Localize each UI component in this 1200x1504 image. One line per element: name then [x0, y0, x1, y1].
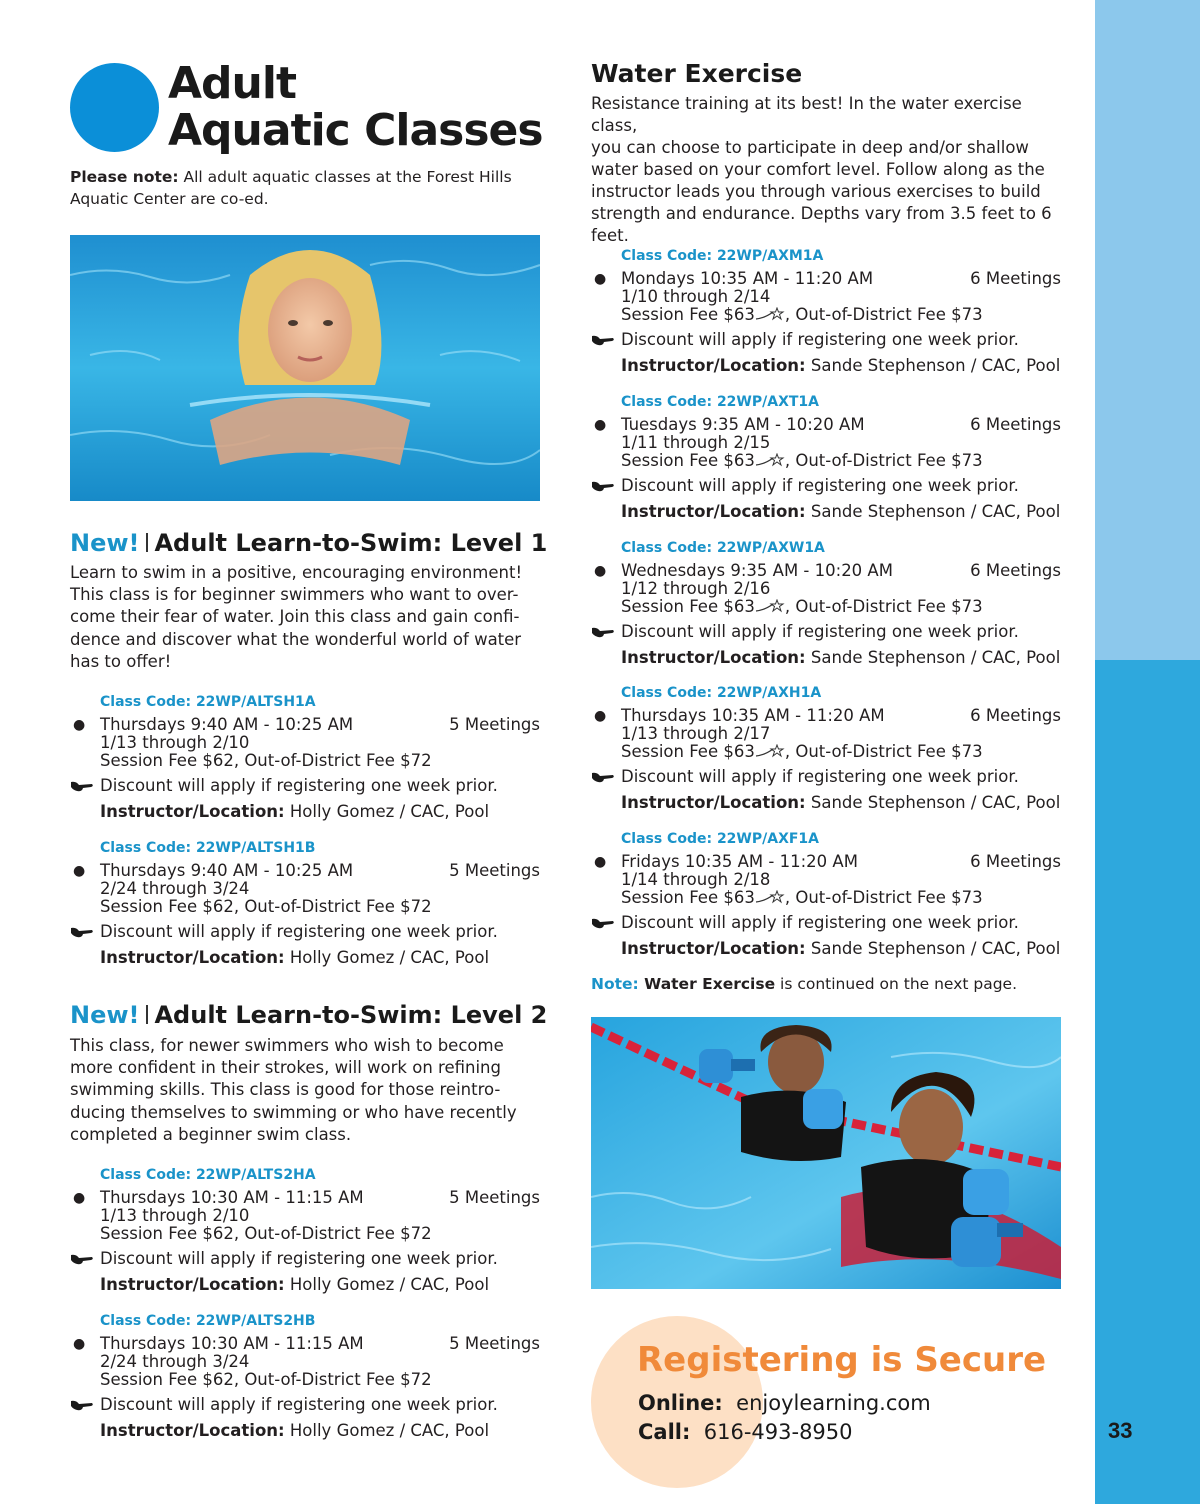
- star-swoosh-icon: [755, 599, 785, 613]
- fee-text: , Out-of-District Fee $73: [784, 597, 983, 616]
- instructor-label: Instructor/Location:: [621, 939, 806, 958]
- class-listing: [70, 1165, 540, 1295]
- class-time: Wednesdays 9:35 AM - 10:20 AM: [621, 561, 893, 580]
- class-listing: [591, 683, 1061, 813]
- desc-line: feet.: [591, 226, 629, 245]
- desc-line: swimming skills. This class is good for those reintro-: [70, 1080, 501, 1100]
- note-text: is continued on the next page.: [775, 975, 1018, 993]
- class-schedule: [70, 862, 540, 880]
- class-meetings: 6 Meetings: [970, 415, 1061, 434]
- class-code: Class Code: 22WP/ALTSH1B: [100, 840, 316, 856]
- call-label: Call:: [638, 1420, 691, 1444]
- class-meetings: 6 Meetings: [970, 706, 1061, 725]
- class-schedule: [70, 716, 540, 734]
- instructor-value: Holly Gomez / CAC, Pool: [284, 948, 490, 967]
- discount-text: Discount will apply if registering one week prior.: [100, 1249, 498, 1268]
- class-fee: Session Fee $62, Out-of-District Fee $72: [100, 1370, 432, 1389]
- fee-text: Session Fee $63: [621, 742, 755, 761]
- please-note-label: Please note:: [70, 168, 179, 186]
- bullet: ●: [594, 708, 607, 724]
- class-time: Thursdays 9:40 AM - 10:25 AM: [100, 715, 354, 734]
- fee-text: Session Fee $63: [621, 451, 755, 470]
- desc-line: come their fear of water. Join this class and gain confi-: [70, 607, 520, 627]
- discount-text: Discount will apply if registering one week prior.: [100, 776, 498, 795]
- level2-description: [70, 1035, 545, 1146]
- instructor-line: [591, 502, 1061, 522]
- pointing-hand-icon: [70, 779, 94, 793]
- register-call: [638, 1420, 853, 1444]
- class-meetings: 6 Meetings: [970, 561, 1061, 580]
- please-note-text: All adult aquatic classes at the Forest Hills Aquatic Center are co-ed.: [70, 168, 512, 208]
- title-circle: [70, 63, 159, 152]
- instructor-line: [70, 1275, 540, 1295]
- class-dates: 1/14 through 2/18: [621, 870, 771, 889]
- class-code: Class Code: 22WP/AXH1A: [621, 685, 822, 701]
- class-meetings: 5 Meetings: [449, 1334, 540, 1353]
- class-dates: 1/13 through 2/10: [100, 733, 250, 752]
- discount-line: [591, 913, 1061, 933]
- bullet: ●: [594, 417, 607, 433]
- discount-text: Discount will apply if registering one week prior.: [100, 922, 498, 941]
- fee-text: , Out-of-District Fee $73: [784, 888, 983, 907]
- page-sidebar: [1095, 0, 1200, 1504]
- title-divider: [146, 1005, 148, 1024]
- discount-line: [70, 776, 540, 796]
- desc-line: completed a beginner swim class.: [70, 1124, 352, 1144]
- class-dates: 1/13 through 2/10: [100, 1206, 250, 1225]
- water-exercise-heading: Water Exercise: [591, 59, 803, 88]
- class-schedule: [70, 1335, 540, 1353]
- class-meetings: 5 Meetings: [449, 715, 540, 734]
- pointing-hand-icon: [591, 916, 615, 930]
- instructor-label: Instructor/Location:: [621, 502, 806, 521]
- desc-line: more confident in their strokes, will work on refining: [70, 1058, 501, 1078]
- new-label: New!: [70, 529, 140, 557]
- phone-number[interactable]: 616-493-8950: [703, 1420, 853, 1444]
- instructor-label: Instructor/Location:: [100, 802, 285, 821]
- class-listing: [70, 838, 540, 968]
- pointing-hand-icon: [591, 479, 615, 493]
- page-title-line2: Aquatic Classes: [168, 105, 543, 156]
- bullet: ●: [594, 271, 607, 287]
- water-exercise-description: [591, 93, 1071, 247]
- instructor-label: Instructor/Location:: [621, 793, 806, 812]
- class-code: Class Code: 22WP/AXT1A: [621, 394, 819, 410]
- desc-line: This class, for newer swimmers who wish to become: [70, 1036, 504, 1055]
- instructor-line: [70, 948, 540, 968]
- level1-description: [70, 562, 545, 673]
- class-time: Thursdays 9:40 AM - 10:25 AM: [100, 861, 354, 880]
- instructor-value: Sande Stephenson / CAC, Pool: [805, 648, 1061, 667]
- class-schedule: [591, 707, 1061, 725]
- class-code: Class Code: 22WP/AXF1A: [621, 831, 820, 847]
- class-dates: 2/24 through 3/24: [100, 879, 250, 898]
- level2-title: Adult Learn-to-Swim: Level 2: [154, 1001, 548, 1029]
- desc-line: has to offer!: [70, 651, 172, 671]
- instructor-label: Instructor/Location:: [100, 948, 285, 967]
- page-number: 33: [1108, 1418, 1133, 1443]
- star-swoosh-icon: [755, 307, 785, 321]
- desc-line: instructor leads you through various exercises to build: [591, 182, 1041, 201]
- register-title: Registering is Secure: [637, 1340, 1047, 1380]
- class-fee: [591, 889, 1061, 907]
- class-listing: [591, 392, 1061, 522]
- class-time: Thursdays 10:30 AM - 11:15 AM: [100, 1334, 364, 1353]
- desc-line: Resistance training at its best! In the water exercise class,: [591, 94, 1022, 135]
- discount-line: [70, 922, 540, 942]
- class-schedule: [591, 270, 1061, 288]
- instructor-value: Sande Stephenson / CAC, Pool: [805, 939, 1061, 958]
- class-fee: [591, 306, 1061, 324]
- fee-text: Session Fee $63: [621, 305, 755, 324]
- pointing-hand-icon: [591, 625, 615, 639]
- class-time: Tuesdays 9:35 AM - 10:20 AM: [621, 415, 865, 434]
- swimmer-photo: [70, 235, 540, 501]
- class-fee: Session Fee $62, Out-of-District Fee $72: [100, 751, 432, 770]
- star-swoosh-icon: [755, 744, 785, 758]
- pointing-hand-icon: [591, 770, 615, 784]
- instructor-value: Holly Gomez / CAC, Pool: [284, 1421, 490, 1440]
- desc-line: dence and discover what the wonderful world of water: [70, 629, 522, 649]
- class-schedule: [591, 562, 1061, 580]
- continued-note: [591, 975, 1017, 993]
- desc-line: ducing themselves to swimming or who have recently: [70, 1102, 517, 1122]
- instructor-value: Holly Gomez / CAC, Pool: [284, 1275, 490, 1294]
- note-label: Note:: [591, 975, 639, 993]
- star-swoosh-icon: [755, 453, 785, 467]
- pointing-hand-icon: [591, 333, 615, 347]
- class-listing: [70, 1311, 540, 1441]
- class-code: Class Code: 22WP/AXM1A: [621, 248, 824, 264]
- class-dates: 1/13 through 2/17: [621, 724, 771, 743]
- class-code: Class Code: 22WP/ALTS2HA: [100, 1167, 316, 1183]
- fee-text: , Out-of-District Fee $73: [784, 451, 983, 470]
- class-listing: [591, 246, 1061, 376]
- class-code: Class Code: 22WP/AXW1A: [621, 540, 825, 556]
- discount-line: [591, 767, 1061, 787]
- class-time: Fridays 10:35 AM - 11:20 AM: [621, 852, 858, 871]
- discount-text: Discount will apply if registering one week prior.: [100, 1395, 498, 1414]
- instructor-label: Instructor/Location:: [100, 1275, 285, 1294]
- class-schedule: [70, 1189, 540, 1207]
- star-swoosh-icon: [755, 890, 785, 904]
- instructor-value: Holly Gomez / CAC, Pool: [284, 802, 490, 821]
- new-label: New!: [70, 1001, 140, 1029]
- class-listing: [591, 829, 1061, 959]
- discount-text: Discount will apply if registering one week prior.: [621, 330, 1019, 349]
- class-code: Class Code: 22WP/ALTS2HB: [100, 1313, 316, 1329]
- class-fee: Session Fee $62, Out-of-District Fee $72: [100, 897, 432, 916]
- discount-line: [70, 1395, 540, 1415]
- class-meetings: 5 Meetings: [449, 1188, 540, 1207]
- instructor-line: [591, 356, 1061, 376]
- discount-line: [591, 476, 1061, 496]
- instructor-value: Sande Stephenson / CAC, Pool: [805, 793, 1061, 812]
- sidebar-wave: [1095, 590, 1200, 710]
- class-fee: [591, 598, 1061, 616]
- level1-heading: [70, 529, 547, 557]
- fee-text: Session Fee $63: [621, 888, 755, 907]
- pointing-hand-icon: [70, 1252, 94, 1266]
- register-online: [638, 1391, 931, 1415]
- bullet: ●: [73, 863, 86, 879]
- pointing-hand-icon: [70, 1398, 94, 1412]
- discount-line: [591, 622, 1061, 642]
- discount-line: [70, 1249, 540, 1269]
- level1-title: Adult Learn-to-Swim: Level 1: [154, 529, 548, 557]
- bullet: ●: [594, 563, 607, 579]
- class-fee: [591, 743, 1061, 761]
- discount-text: Discount will apply if registering one week prior.: [621, 767, 1019, 786]
- website-link[interactable]: enjoylearning.com: [736, 1391, 931, 1415]
- instructor-label: Instructor/Location:: [621, 648, 806, 667]
- class-meetings: 5 Meetings: [449, 861, 540, 880]
- desc-line: strength and endurance. Depths vary from 3.5 feet to 6: [591, 204, 1052, 223]
- desc-line: Learn to swim in a positive, encouraging environment!: [70, 563, 523, 582]
- class-dates: 1/12 through 2/16: [621, 579, 771, 598]
- bullet: ●: [594, 854, 607, 870]
- fee-text: , Out-of-District Fee $73: [784, 742, 983, 761]
- class-dates: 1/11 through 2/15: [621, 433, 771, 452]
- instructor-line: [70, 1421, 540, 1441]
- instructor-label: Instructor/Location:: [621, 356, 806, 375]
- water-exercise-photo: [591, 1017, 1061, 1289]
- note-bold: Water Exercise: [638, 975, 776, 993]
- instructor-line: [591, 793, 1061, 813]
- fee-text: Session Fee $63: [621, 597, 755, 616]
- page-title-line1: Adult: [168, 58, 296, 109]
- class-listing: [591, 538, 1061, 668]
- class-listing: [70, 692, 540, 822]
- page-title: [168, 60, 543, 154]
- instructor-line: [591, 939, 1061, 959]
- instructor-label: Instructor/Location:: [100, 1421, 285, 1440]
- class-meetings: 6 Meetings: [970, 269, 1061, 288]
- class-meetings: 6 Meetings: [970, 852, 1061, 871]
- instructor-value: Sande Stephenson / CAC, Pool: [805, 502, 1061, 521]
- class-dates: 1/10 through 2/14: [621, 287, 771, 306]
- instructor-line: [70, 802, 540, 822]
- fee-text: , Out-of-District Fee $73: [784, 305, 983, 324]
- level2-heading: [70, 1001, 547, 1029]
- bullet: ●: [73, 1336, 86, 1352]
- please-note: [70, 166, 540, 210]
- discount-line: [591, 330, 1061, 350]
- class-time: Thursdays 10:35 AM - 11:20 AM: [621, 706, 885, 725]
- desc-line: you can choose to participate in deep and/or shallow: [591, 138, 1029, 157]
- class-time: Thursdays 10:30 AM - 11:15 AM: [100, 1188, 364, 1207]
- instructor-value: Sande Stephenson / CAC, Pool: [805, 356, 1061, 375]
- online-label: Online:: [638, 1391, 723, 1415]
- discount-text: Discount will apply if registering one week prior.: [621, 622, 1019, 641]
- discount-text: Discount will apply if registering one week prior.: [621, 913, 1019, 932]
- class-time: Mondays 10:35 AM - 11:20 AM: [621, 269, 874, 288]
- bullet: ●: [73, 717, 86, 733]
- instructor-line: [591, 648, 1061, 668]
- class-schedule: [591, 853, 1061, 871]
- class-fee: Session Fee $62, Out-of-District Fee $72: [100, 1224, 432, 1243]
- class-fee: [591, 452, 1061, 470]
- class-code: Class Code: 22WP/ALTSH1A: [100, 694, 316, 710]
- pointing-hand-icon: [70, 925, 94, 939]
- class-dates: 2/24 through 3/24: [100, 1352, 250, 1371]
- sidebar-light-band: [1095, 0, 1200, 660]
- bullet: ●: [73, 1190, 86, 1206]
- title-divider: [146, 533, 148, 552]
- discount-text: Discount will apply if registering one week prior.: [621, 476, 1019, 495]
- class-schedule: [591, 416, 1061, 434]
- desc-line: This class is for beginner swimmers who want to over-: [70, 585, 519, 605]
- desc-line: water based on your comfort level. Follow along as the: [591, 160, 1045, 179]
